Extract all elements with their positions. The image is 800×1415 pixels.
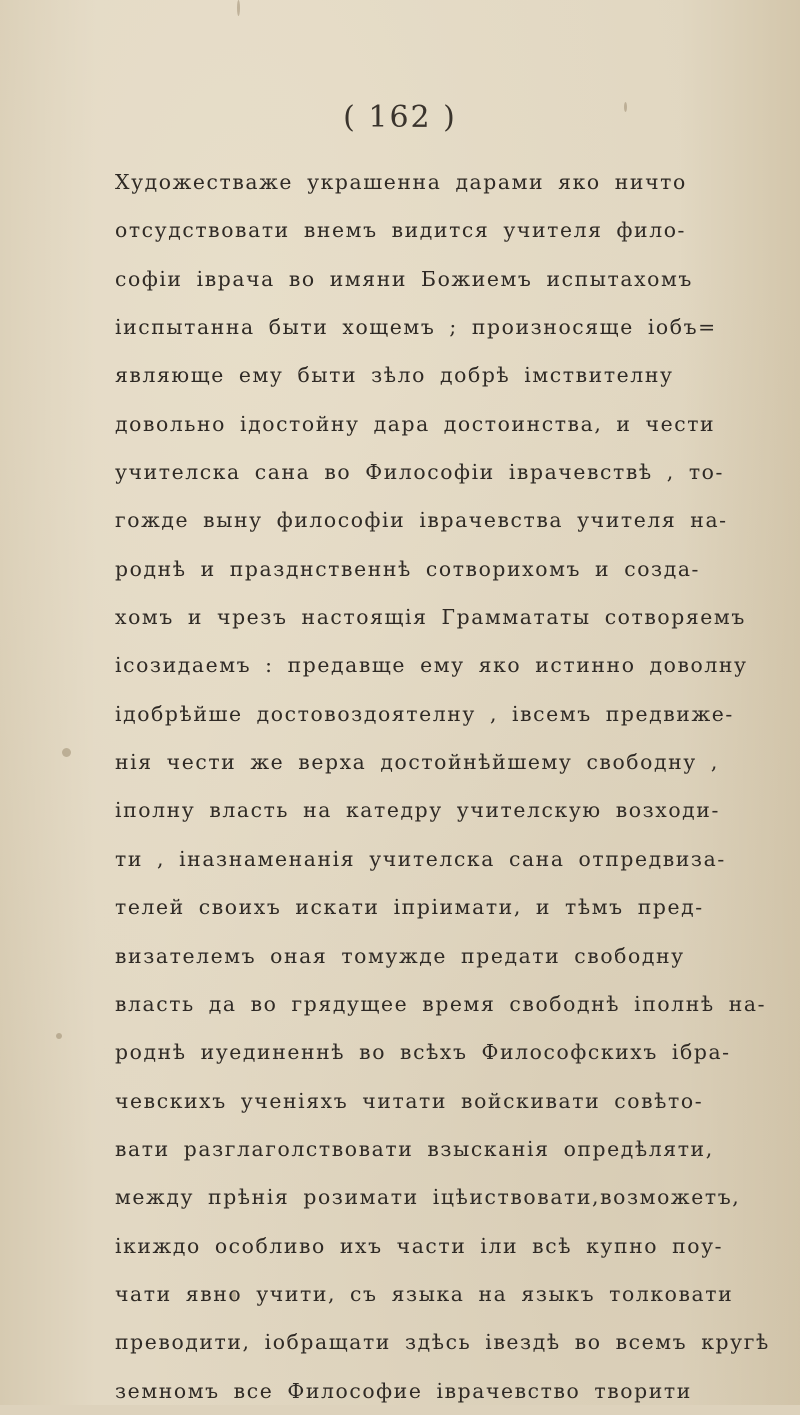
ink-spot (62, 748, 71, 757)
text-line: телей своихъ искати іпріимати, и тѣмъ пред- (115, 895, 704, 920)
text-line: земномъ все Философие іврачевство творити (115, 1378, 692, 1403)
text-line: преводити, іобращати здѣсь івездѣ во всемъ кругѣ (115, 1330, 770, 1355)
text-line: чевскихъ ученіяхъ читати войскивати совѣто- (115, 1088, 704, 1113)
text-line: нія чести же верха достойнѣйшему свободну , (115, 750, 719, 775)
text-line: ісозидаемъ : предавще ему яко истинно доволну (115, 653, 748, 678)
text-line: учителска сана во Философіи іврачевствѣ , то- (115, 460, 724, 485)
text-line: софіи іврача во имяни Божиемъ испытахомъ (115, 266, 693, 291)
text-line: ідобрѣйше достовоздоятелну , івсемъ предвиже- (115, 701, 734, 726)
text-line: отсудствовати внемъ видится учителя фило- (115, 218, 687, 243)
text-line: Художествaже украшенна дарами яко ничто (115, 170, 687, 194)
text-line: ікиждо особливо ихъ части іли всѣ купно поу- (115, 1233, 724, 1258)
text-line: власть да во грядущее время свободнѣ іполнѣ на- (115, 991, 767, 1016)
text-line: іиспытанна быти хощемъ ; произносяще iобъ= (115, 315, 717, 340)
page-number: ( 162 ) (343, 100, 457, 135)
ink-spot (56, 1033, 62, 1039)
text-line: визателемъ оная томужде предати свободну (115, 943, 685, 968)
text-line: чати явно учити, съ языка на языкъ толковати (115, 1281, 734, 1306)
text-line: роднѣ иуединеннѣ во всѣхъ Философскихъ ібра- (115, 1040, 731, 1065)
text-line: между прѣнія розимати іцѣиствовати,возможетъ, (115, 1185, 741, 1210)
text-line: вати разглаголствовати взысканія опредѣляти, (115, 1136, 714, 1161)
ink-spot (237, 0, 240, 16)
text-line: довольно ідостойну дара достоинства, и чести (115, 411, 716, 436)
text-line: ти , іназнаменанія учителска сана отпредвиза- (115, 846, 726, 871)
text-line: хомъ и чрезъ настоящія Граммататы сотворяемъ (115, 605, 746, 630)
text-line: іполну власть на катедру учителскую возходи- (115, 798, 720, 823)
text-line: роднѣ и празднственнѣ сотворихомъ и созда- (115, 556, 701, 581)
text-line: гожде выну философіи іврачевства учителя на- (115, 508, 728, 533)
body-text (115, 158, 795, 1415)
text-line: являюще ему быти зѣло добрѣ імствителну (115, 363, 674, 388)
